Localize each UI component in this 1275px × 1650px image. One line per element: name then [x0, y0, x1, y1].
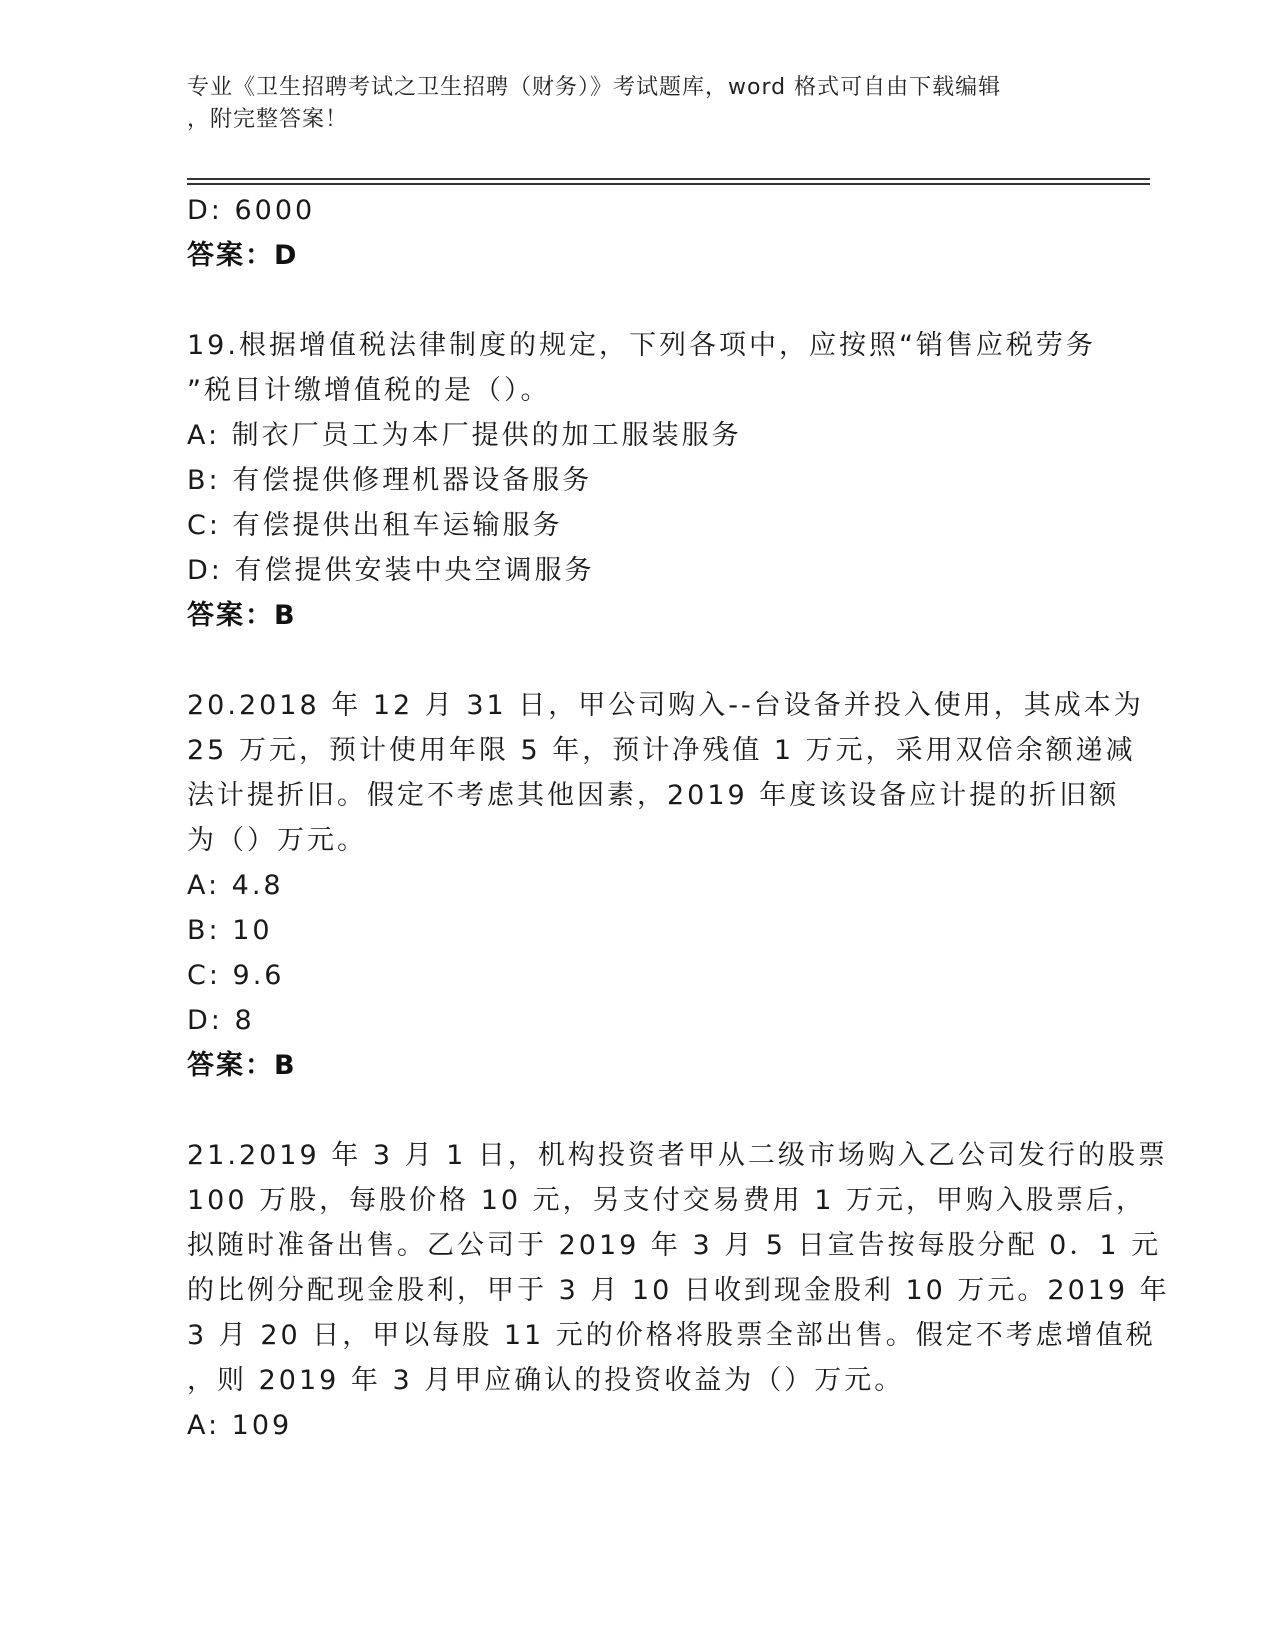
question-stem-line: 21.2019 年 3 月 1 日，机构投资者甲从二级市场购入乙公司发行的股票: [187, 1140, 1168, 1171]
option-c: C: 9.6: [187, 960, 285, 991]
header-divider-bottom: [187, 183, 1150, 185]
header-title-line-1: 专业《卫生招聘考试之卫生招聘（财务）》考试题库，word 格式可自由下载编辑: [187, 75, 1002, 100]
question-stem-line: 100 万股，每股价格 10 元，另支付交易费用 1 万元，甲购入股票后，: [187, 1185, 1146, 1216]
header-divider-top: [187, 178, 1150, 180]
spacer: [187, 1088, 1087, 1133]
question-stem-line: ，则 2019 年 3 月甲应确认的投资收益为（）万元。: [187, 1365, 905, 1396]
answer-label: 答案：D: [187, 240, 299, 271]
page-header: [187, 72, 1087, 136]
question-content: [187, 188, 1170, 1448]
option-a: A: 109: [187, 1410, 293, 1441]
question-stem-line: 的比例分配现金股利，甲于 3 月 10 日收到现金股利 10 万元。2019 年: [187, 1275, 1170, 1306]
question-stem-line: 19.根据增值税法律制度的规定，下列各项中，应按照“销售应税劳务: [187, 330, 1096, 361]
previous-question-tail: [187, 188, 1087, 278]
answer-label: 答案：B: [187, 1050, 297, 1081]
answer-label: 答案：B: [187, 600, 297, 631]
question-stem-line: 25 万元，预计使用年限 5 年，预计净残值 1 万元，采用双倍余额递减: [187, 735, 1136, 766]
option-b: B: 有偿提供修理机器设备服务: [187, 465, 593, 496]
question-19: [187, 323, 1096, 638]
option-a: A: 4.8: [187, 870, 284, 901]
question-stem-line: 3 月 20 日，甲以每股 11 元的价格将股票全部出售。假定不考虑增值税: [187, 1320, 1156, 1351]
option-c: C: 有偿提供出租车运输服务: [187, 510, 563, 541]
option-d: D: 有偿提供安装中央空调服务: [187, 555, 595, 586]
question-stem-line: ”税目计缴增值税的是（）。: [187, 375, 551, 406]
spacer: [187, 638, 1087, 683]
header-title-line-2: ，附完整答案！: [187, 107, 349, 132]
question-20: [187, 683, 1144, 1088]
question-stem-line: 拟随时准备出售。乙公司于 2019 年 3 月 5 日宣告按每股分配 0．1 元: [187, 1230, 1162, 1261]
question-stem-line: 为（）万元。: [187, 825, 367, 856]
question-stem-line: 法计提折旧。假定不考虑其他因素，2019 年度该设备应计提的折旧额: [187, 780, 1120, 811]
option-b: B: 10: [187, 915, 273, 946]
option-a: A: 制衣厂员工为本厂提供的加工服装服务: [187, 420, 742, 451]
option-d: D: 8: [187, 1005, 255, 1036]
option-d: D: 6000: [187, 195, 316, 226]
question-21: [187, 1133, 1170, 1448]
spacer: [187, 278, 1087, 323]
question-stem-line: 20.2018 年 12 月 31 日，甲公司购入--台设备并投入使用，其成本为: [187, 690, 1144, 721]
